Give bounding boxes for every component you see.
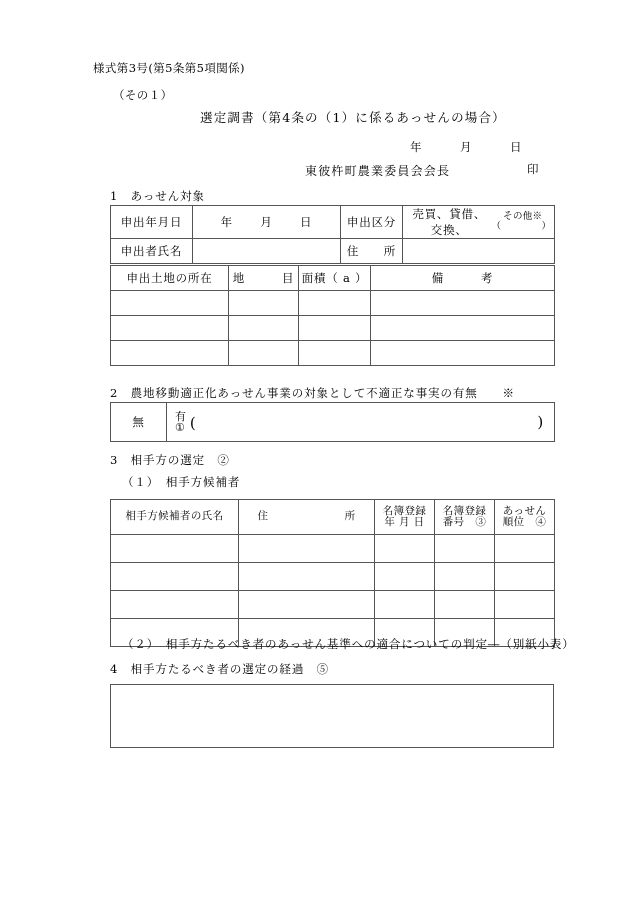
kubun-value[interactable] [403, 206, 555, 239]
table-row [111, 316, 555, 341]
form-number: 様式第3号(第5条第5項関係) [93, 61, 245, 75]
applicant-name-value[interactable] [193, 239, 341, 264]
candidate-cell-address[interactable] [239, 535, 375, 563]
candidate-cell-address[interactable] [239, 591, 375, 619]
candidate-header-regno-l1: 名簿登録 [442, 504, 487, 517]
candidate-header-address-l1: 住 所 [257, 510, 356, 523]
kubun-other-paren: （ ） [491, 221, 554, 232]
candidate-cell-regno[interactable] [435, 535, 495, 563]
kubun-label: 申出区分 [341, 206, 403, 239]
land-cell-area[interactable] [299, 341, 371, 366]
candidate-cell-name[interactable] [111, 563, 239, 591]
candidate-header-regdate-l1: 名簿登録 [382, 504, 427, 517]
land-header-remarks: 備 考 [371, 266, 555, 291]
candidate-header-regno [435, 500, 495, 535]
candidate-header-name [111, 500, 239, 535]
candidate-cell-regno[interactable] [435, 563, 495, 591]
candidate-header-name-l1: 相手方候補者の氏名 [125, 510, 224, 523]
kubun-other-group [491, 212, 554, 232]
section1-table [110, 205, 555, 264]
candidate-cell-name[interactable] [111, 591, 239, 619]
apply-date-label: 申出年月日 [111, 206, 193, 239]
table-row [111, 563, 555, 591]
land-cell-remarks[interactable] [371, 316, 555, 341]
section2-heading: 2 農地移動適正化あっせん事業の対象として不適正な事実の有無 ※ [110, 386, 515, 400]
table-row [111, 591, 555, 619]
fact-yes-option[interactable] [167, 403, 555, 442]
candidate-header-rank [495, 500, 555, 535]
section1-heading: 1 あっせん対象 [110, 189, 205, 203]
day-label: 日 [299, 215, 313, 229]
land-header-category: 地 目 [229, 266, 299, 291]
land-cell-remarks[interactable] [371, 341, 555, 366]
fact-yes-group [175, 411, 187, 433]
section3-sub2: （２） 相手方たるべき者のあっせん基準への適合についての判定―（別紙小表） [122, 637, 575, 651]
applicant-address-value[interactable] [403, 239, 555, 264]
kubun-options: 売買、貸借、交換、 [412, 207, 487, 237]
candidate-header-rank-l1: あっせん [502, 504, 547, 517]
land-cell-location[interactable] [111, 291, 229, 316]
section2-table [110, 402, 555, 442]
table-row [111, 535, 555, 563]
table-row [111, 341, 555, 366]
paren-open: ( [189, 414, 197, 432]
kubun-other-label: その他※ [503, 211, 543, 223]
table-row [111, 239, 555, 264]
table-row [111, 206, 555, 239]
paren-close: ) [537, 413, 544, 431]
land-cell-location[interactable] [111, 316, 229, 341]
applicant-address-label: 住 所 [341, 239, 403, 264]
candidate-cell-rank[interactable] [495, 535, 555, 563]
land-cell-location[interactable] [111, 341, 229, 366]
candidate-cell-name[interactable] [111, 535, 239, 563]
seal-icon: 印 [527, 162, 539, 176]
table-row [111, 291, 555, 316]
candidate-header-regno-l2: 番号 ③ [442, 516, 487, 528]
table-header-row [111, 500, 555, 535]
page-title: 選定調書（第4条の（1）に係るあっせんの場合） [200, 110, 506, 125]
table-row [111, 403, 555, 442]
section4-heading: 4 相手方たるべき者の選定の経過 ⑤ [110, 662, 330, 676]
section4-freetext-box[interactable] [110, 684, 554, 748]
candidate-cell-regdate[interactable] [375, 563, 435, 591]
land-cell-category[interactable] [229, 341, 299, 366]
land-cell-area[interactable] [299, 291, 371, 316]
section3-table [110, 499, 555, 647]
land-cell-category[interactable] [229, 291, 299, 316]
section1-land-table [110, 265, 555, 366]
land-cell-remarks[interactable] [371, 291, 555, 316]
land-header-area: 面積（ a ） [299, 266, 371, 291]
apply-date-value[interactable] [193, 206, 341, 239]
year-label: 年 [220, 215, 233, 229]
land-cell-category[interactable] [229, 316, 299, 341]
candidate-cell-regdate[interactable] [375, 535, 435, 563]
section3-sub1: （１） 相手方候補者 [122, 475, 241, 489]
candidate-cell-regno[interactable] [435, 591, 495, 619]
candidate-cell-address[interactable] [239, 563, 375, 591]
land-cell-area[interactable] [299, 316, 371, 341]
candidate-cell-rank[interactable] [495, 563, 555, 591]
fact-none-option[interactable]: 無 [111, 403, 167, 442]
month-label: 月 [260, 215, 273, 229]
applicant-name-label: 申出者氏名 [111, 239, 193, 264]
fact-yes-marker: ① [175, 421, 186, 434]
candidate-header-regdate [375, 500, 435, 535]
section3-heading: 3 相手方の選定 ② [110, 453, 230, 467]
land-header-location: 申出土地の所在 [111, 266, 229, 291]
table-header-row [111, 266, 555, 291]
fact-yes-label: 有 [175, 409, 187, 423]
candidate-header-address [239, 500, 375, 535]
candidate-cell-rank[interactable] [495, 591, 555, 619]
form-sub-number: （その１） [113, 88, 173, 102]
candidate-cell-regdate[interactable] [375, 591, 435, 619]
candidate-header-regdate-l2: 年 月 日 [384, 516, 425, 528]
date-line: 年 月 日 [410, 140, 523, 154]
chair-line: 東彼杵町農業委員会会長 [305, 164, 451, 178]
candidate-header-rank-l2: 順位 ④ [502, 516, 547, 528]
